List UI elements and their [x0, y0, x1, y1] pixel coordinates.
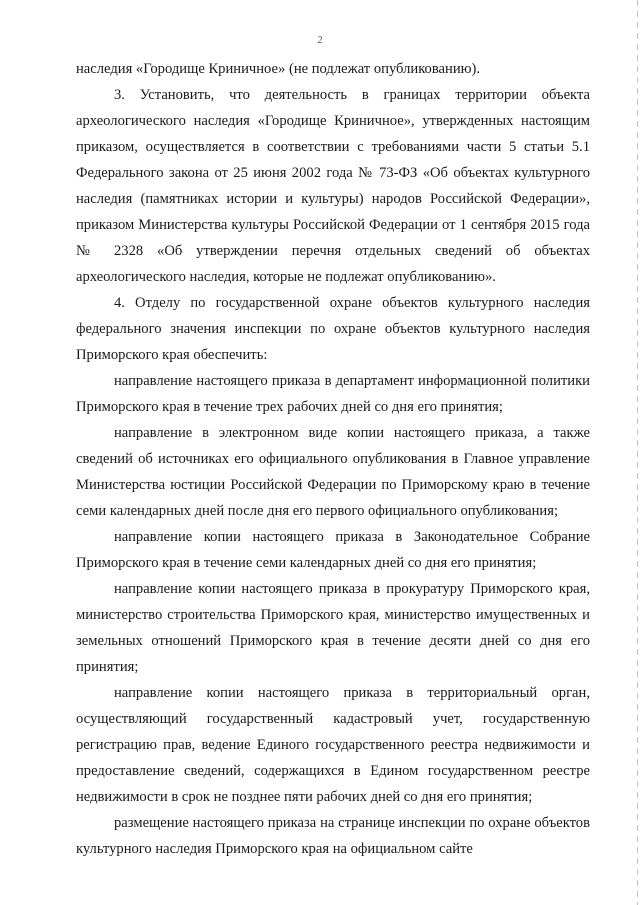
paragraph-heritage-end: наследия «Городище Криничное» (не подлежат опубликованию).	[76, 61, 481, 77]
paragraph-website: размещение настоящего приказа на странице инспекции по охране объектов культурного наследия Приморского края на официальном сайте	[76, 815, 590, 857]
paragraph-prosecutor: направление копии настоящего приказа в прокуратуру Приморского края, министерство строительства Приморского края, министерство имущественных и земельных отношений Приморского края в течение десяти дней со дня его принятия;	[76, 581, 590, 675]
paragraph-info-policy: направление настоящего приказа в департамент информационной политики Приморского края в течение трех рабочих дней со дня его принятия;	[76, 373, 590, 415]
paragraph-justice-ministry: направление в электронном виде копии настоящего приказа, а также сведений об источниках его официального опубликования в Главное управление Министерства юстиции Российской Федерации по Приморскому краю в течение семи календарных дней после дня его первого официального опубликования;	[76, 425, 590, 519]
paragraph-item-3: 3. Установить, что деятельность в границах территории объекта археологического наследия «Городище Криничное», утвержденных настоящим приказом, осуществляется в соответствии с требованиями части 5 статьи 5.1 Федерального закона от 25 июня 2002 года № 73-ФЗ «Об объектах культурного наследия (памятниках истории и культуры) народов Российской Федерации», приказом Министерства культуры Российской Федерации от 1 сентября 2015 года № 2328 «Об утверждении перечня отдельных сведений об объектах археологического наследия, которые не подлежат опубликованию».	[76, 87, 590, 285]
paragraph-item-4: 4. Отделу по государственной охране объектов культурного наследия федерального значения инспекции по охране объектов культурного наследия Приморского края обеспечить:	[76, 295, 590, 363]
document-body	[76, 56, 590, 862]
paragraph-cadastral: направление копии настоящего приказа в территориальный орган, осуществляющий государственный кадастровый учет, государственную регистрацию прав, ведение Единого государственного реестра недвижимости и предоставление сведений, содержащихся в Едином государственном реестре недвижимости в срок не позднее пяти рабочих дней со дня его принятия;	[76, 685, 590, 805]
scan-edge-line	[637, 0, 638, 905]
paragraph-legislative-assembly: направление копии настоящего приказа в Законодательное Собрание Приморского края в течение семи календарных дней со дня его принятия;	[76, 529, 590, 571]
page-number: 2	[317, 34, 323, 46]
